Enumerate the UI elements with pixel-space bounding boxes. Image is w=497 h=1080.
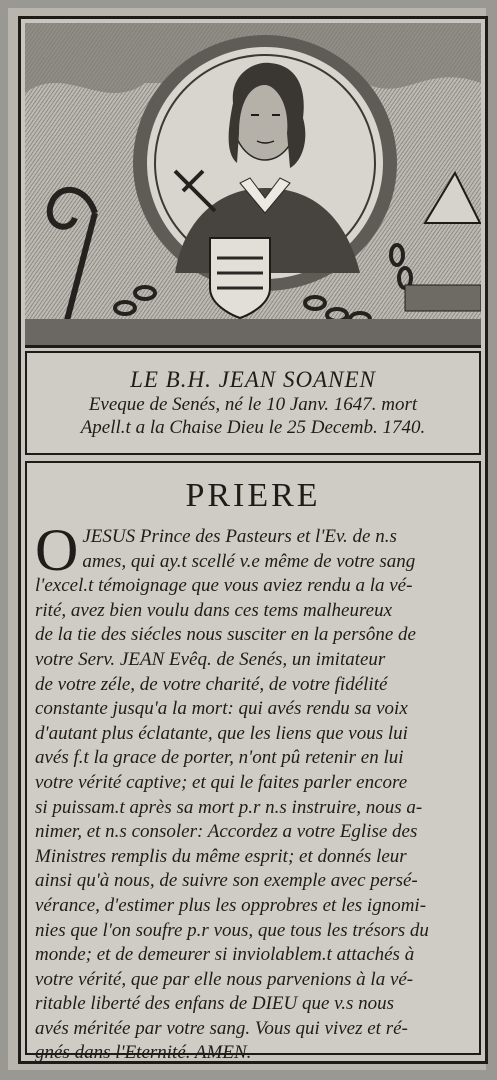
prayer-line: ritable liberté des enfans de DIEU que v.s nous (35, 993, 394, 1015)
prayer-line: nimer, et n.s consoler: Accordez a votre Eglise des (35, 821, 418, 843)
prayer-line: ames, qui ay.t scellé v.e même de votre sang (82, 550, 416, 572)
prayer-line: d'autant plus éclatante, que les liens que vous lui (35, 722, 408, 744)
prayer-line: rité, avez bien voulu dans ces tems malheureux (35, 599, 393, 621)
prayer-line: avés f.t la grace de porter, n'ont pû retenir en lui (35, 747, 404, 769)
prayer-line: constante jusqu'a la mort: qui avés rendu sa voix (35, 698, 408, 720)
prayer-line: vérance, d'estimer plus les opprobres et les ignomi- (35, 894, 427, 916)
caption-title: LE B.H. JEAN SOANEN (130, 367, 376, 392)
prayer-line: de la tie des siécles nous susciter en la persône de (35, 624, 416, 646)
prayer-line: si puissam.t après sa mort p.r n.s instruire, nous a- (35, 796, 423, 818)
prayer-line: avés méritée par votre sang. Vous qui vivez et ré- (35, 1017, 408, 1039)
engraving-sheet (8, 8, 486, 1070)
caption-line-2: Apell.t a la Chaise Dieu le 25 Decemb. 1740. (80, 417, 426, 438)
prayer-line: Ministres remplis du même esprit; et donnés leur (35, 845, 407, 867)
portrait-illustration (25, 23, 481, 345)
prayer-line: monde; et de demeurer si inviolablem.t attachés à (35, 944, 415, 966)
engraving-frame (18, 16, 488, 1064)
portrait-caption (25, 351, 481, 455)
prayer-line: l'excel.t témoignage que vous aviez rendu a la vé- (35, 575, 413, 597)
prayer-line: JESUS Prince des Pasteurs et l'Ev. de n.s (82, 526, 397, 547)
prayer-text (35, 517, 473, 1066)
prayer-dropcap: O (35, 517, 79, 583)
prayer-line: votre vérité, que par elle nous parvenions à la vé- (35, 968, 414, 990)
portrait-engraving (25, 23, 481, 348)
caption-line-1: Eveque de Senés, né le 10 Janv. 1647. mort (88, 394, 418, 415)
prayer-line: nies que l'on soufre p.r vous, que tous les trésors du (35, 919, 429, 941)
prayer-line: ainsi qu'à nous, de suivre son exemple avec persé- (35, 870, 418, 892)
prayer-line: gnés dans l'Eternité. AMEN. (35, 1042, 252, 1064)
prayer-line: votre vérité captive; et qui le faites parler encore (35, 771, 408, 793)
prayer-heading: PRIERE (185, 477, 321, 514)
prayer-panel (25, 461, 481, 1064)
prayer-line: de votre zéle, de votre charité, de votre fidélité (35, 673, 388, 695)
prayer-line: votre Serv. JEAN Evêq. de Senés, un imitateur (35, 648, 386, 670)
